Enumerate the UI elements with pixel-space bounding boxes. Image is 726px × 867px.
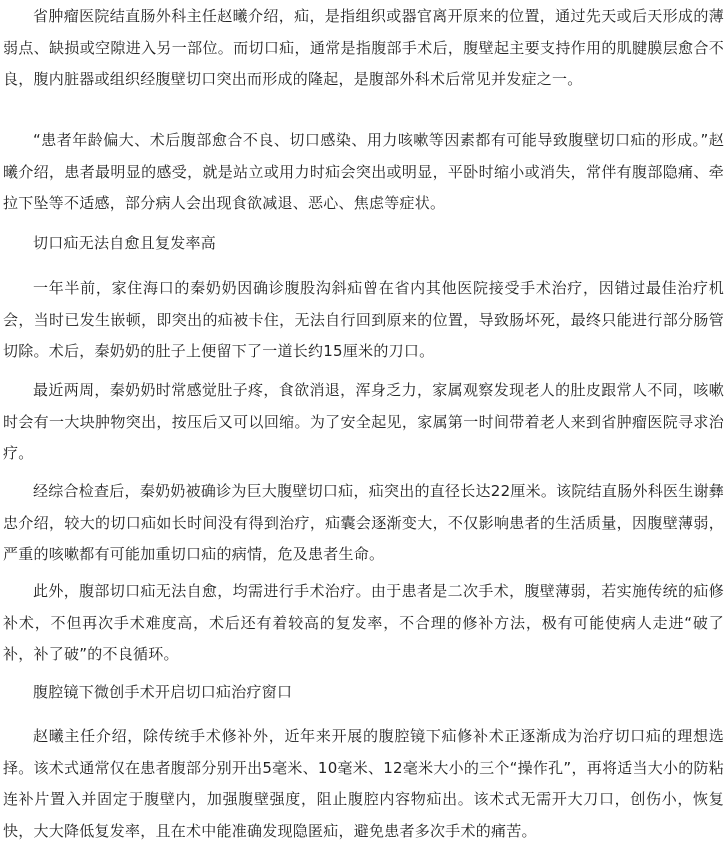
- paragraph-surgery-risk: 此外，腹部切口疝无法自愈，均需进行手术治疗。由于患者是二次手术，腹壁薄弱，若实施传统的疝修补术，不但再次手术难度高，术后还有着较高的复发率，不合理的修补方法，极有可能使病人走进“破了补，补了破”的不良循环。: [3, 582, 724, 663]
- paragraph-diagnosis: 经综合检查后，秦奶奶被确诊为巨大腹壁切口疝，疝突出的直径长达22厘米。该院结直肠外科医生谢彝忠介绍，较大的切口疝如长时间没有得到治疗，疝囊会逐渐变大，不仅影响患者的生活质量，因腹壁薄弱，严重的咳嗽都有可能加重切口疝的病情，危及患者生命。: [3, 482, 724, 563]
- paragraph-intro: 省肿瘤医院结直肠外科主任赵曦介绍，疝，是指组织或器官离开原来的位置，通过先天或后天形成的薄弱点、缺损或空隙进入另一部位。而切口疝，通常是指腹部手术后，腹壁起主要支持作用的肌腱膜层愈合不良，腹内脏器或组织经腹壁切口突出而形成的隆起，是腹部外科术后常见并发症之一。: [3, 7, 724, 88]
- paragraph-symptoms: 最近两周，秦奶奶时常感觉肚子疼，食欲消退，浑身乏力，家属观察发现老人的肚皮跟常人不同，咳嗽时会有一大块肿物突出，按压后又可以回缩。为了安全起见，家属第一时间带着老人来到省肿瘤医院寻求治疗。: [3, 381, 724, 462]
- paragraph-case-history: 一年半前，家住海口的秦奶奶因确诊腹股沟斜疝曾在省内其他医院接受手术治疗，因错过最佳治疗机会，当时已发生嵌顿，即突出的疝被卡住，无法自行回到原来的位置，导致肠坏死，最终只能进行部分肠管切除。术后，秦奶奶的肚子上便留下了一道长约15厘米的刀口。: [3, 279, 724, 360]
- section-heading-laparoscopy: 腹腔镜下微创手术开启切口疝治疗窗口: [33, 683, 293, 701]
- paragraph-laparoscopic-repair: 赵曦主任介绍，除传统手术修补外，近年来开展的腹腔镜下疝修补术正逐渐成为治疗切口疝的理想选择。该术式通常仅在患者腹部分别开出5毫米、10毫米、12毫米大小的三个“操作孔”，再将适当大小的防粘连补片置入并固定于腹壁内，加强腹壁强度，阻止腹腔内容物疝出。该术式无需开大刀口，创伤小，恢复快，大大降低复发率，且在术中能准确发现隐匿疝，避免患者多次手术的痛苦。: [3, 727, 724, 840]
- paragraph-causes: “患者年龄偏大、术后腹部愈合不良、切口感染、用力咳嗽等因素都有可能导致腹壁切口疝的形成。”赵曦介绍，患者最明显的感受，就是站立或用力时疝会突出或明显，平卧时缩小或消失，常伴有腹部隐痛、牵拉下坠等不适感，部分病人会出现食欲减退、恶心、焦虑等症状。: [3, 131, 724, 212]
- section-heading-recurrence: 切口疝无法自愈且复发率高: [33, 234, 217, 252]
